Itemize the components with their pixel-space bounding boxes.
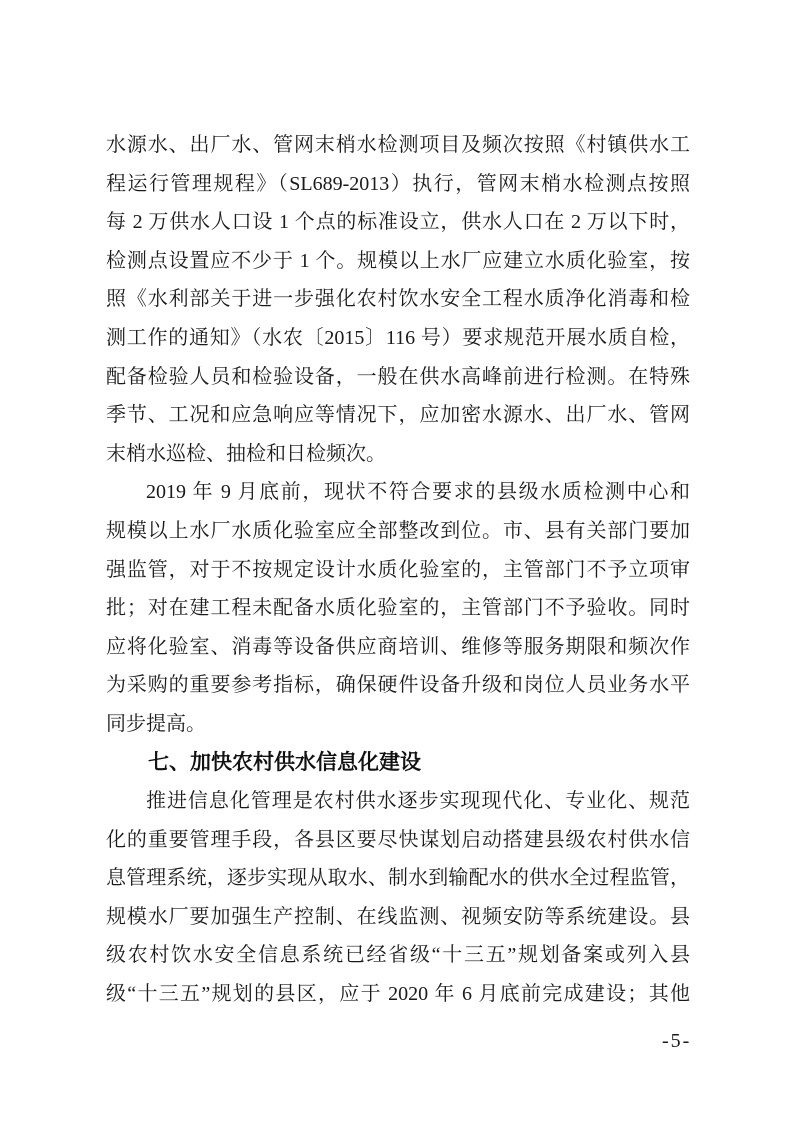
text-line: 七、加快农村供水信息化建设: [148, 750, 421, 774]
text-line: 2019 年 9 月底前，现状不符合要求的县级水质检测中心和: [146, 481, 690, 504]
text-line: 末梢水巡检、抽检和日检频次。: [106, 442, 386, 465]
text-line: 规模以上水厂水质化验室应全部整改到位。市、县有关部门要加: [106, 519, 690, 542]
text-line: 息管理系统，逐步实现从取水、制水到输配水的供水全过程监管，: [106, 867, 690, 890]
text-line: 配备检验人员和检验设备，一般在供水高峰前进行检测。在特殊: [106, 365, 690, 388]
section-heading: [106, 744, 690, 783]
text-line: 强监管，对于不按规定设计水质化验室的，主管部门不予立项审: [106, 558, 690, 581]
text-line: 照《水利部关于进一步强化农村饮水安全工程水质净化消毒和检: [106, 288, 690, 311]
text-line: 检测点设置应不少于 1 个。规模以上水厂应建立水质化验室，按: [106, 249, 690, 272]
text-line: 应将化验室、消毒等设备供应商培训、维修等服务期限和频次作: [106, 635, 690, 658]
body-paragraph: [106, 126, 690, 473]
text-line: 规模水厂要加强生产控制、在线监测、视频安防等系统建设。县: [106, 905, 690, 928]
text-line: 级“十三五”规划的县区，应于 2020 年 6 月底前完成建设；其他: [106, 983, 690, 1006]
text-line: 为采购的重要参考指标，确保硬件设备升级和岗位人员业务水平: [106, 674, 690, 697]
text-line: 批；对在建工程未配备水质化验室的，主管部门不予验收。同时: [106, 597, 690, 620]
page-number: -5-: [662, 1030, 692, 1052]
document-content: [106, 126, 690, 1014]
body-paragraph: [106, 782, 690, 1014]
text-line: 季节、工况和应急响应等情况下，应加密水源水、出厂水、管网: [106, 404, 690, 427]
text-line: 水源水、出厂水、管网末梢水检测项目及频次按照《村镇供水工: [106, 134, 690, 156]
text-line: 程运行管理规程》（SL689-2013）执行，管网末梢水检测点按照: [106, 172, 690, 195]
text-line: 同步提高。: [106, 712, 206, 735]
text-line: 每 2 万供水人口设 1 个点的标准设立，供水人口在 2 万以下时，: [106, 211, 690, 234]
text-line: 推进信息化管理是农村供水逐步实现现代化、专业化、规范: [146, 790, 690, 813]
text-line: 级农村饮水安全信息系统已经省级“十三五”规划备案或列入县: [106, 944, 690, 967]
body-paragraph: [106, 473, 690, 743]
text-line: 化的重要管理手段，各县区要尽快谋划启动搭建县级农村供水信: [106, 828, 690, 851]
text-line: 测工作的通知》（水农〔2015〕116 号）要求规范开展水质自检，: [106, 326, 690, 349]
